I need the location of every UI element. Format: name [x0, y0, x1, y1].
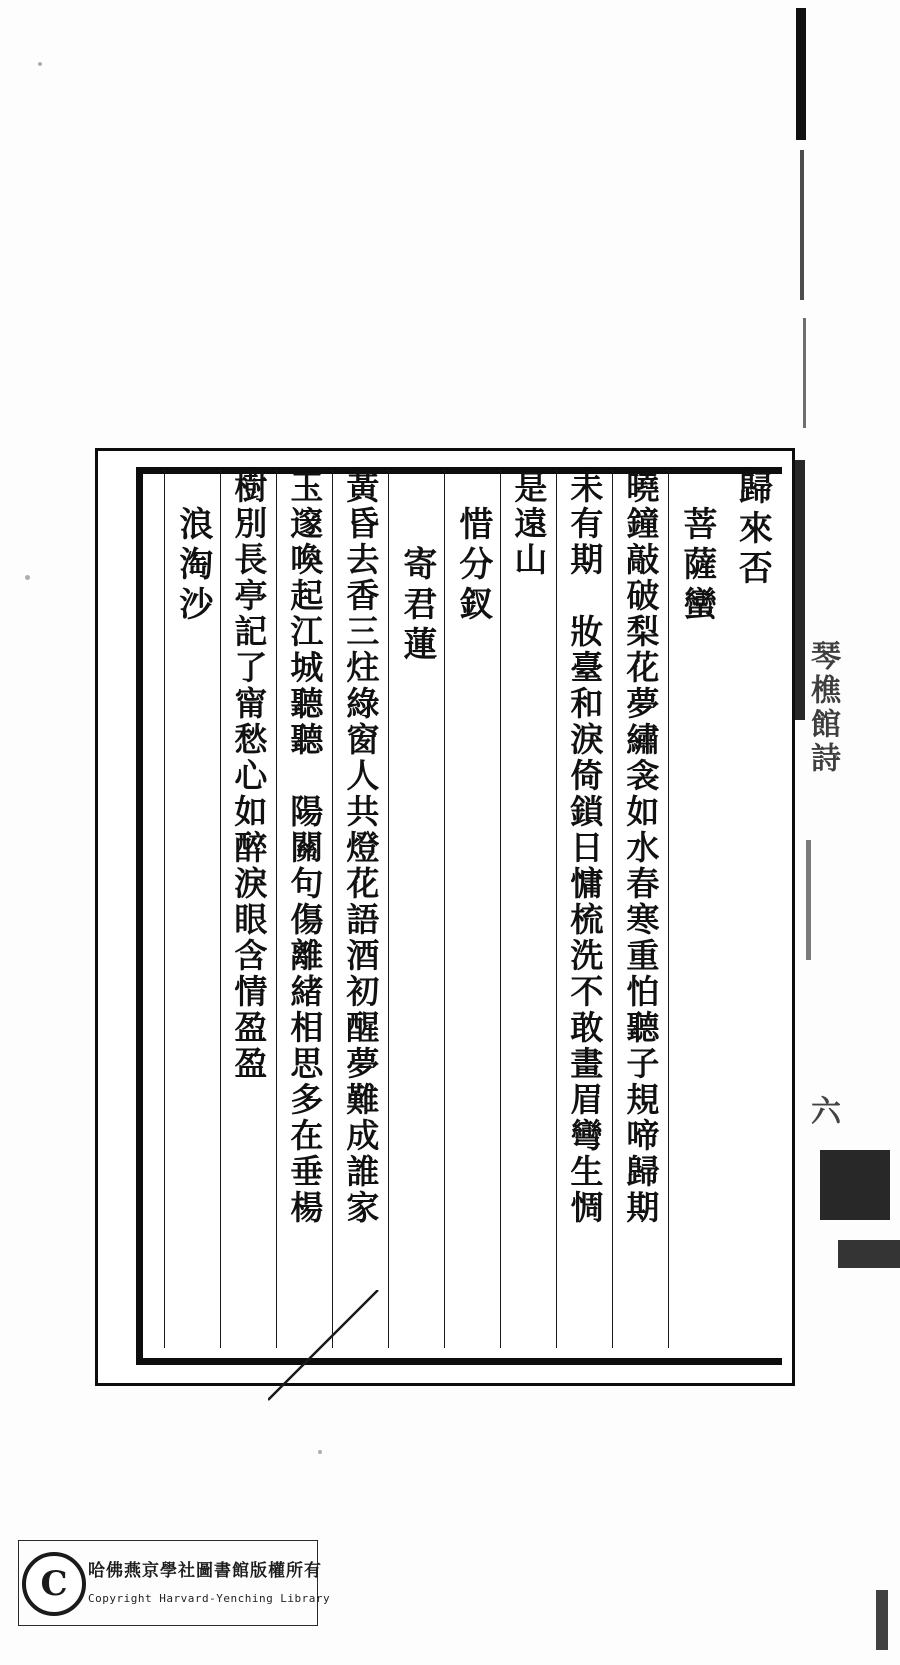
scan-speck: [38, 62, 42, 66]
column-verse-5: [276, 470, 332, 1348]
column-text: 曉鐘敲破梨花夢繡衾如水春寒重怕聽子規啼歸期: [621, 470, 661, 1226]
banxin-title: [800, 640, 850, 880]
library-stamp-chinese: 哈佛燕京學社圖書館版權所有: [88, 1561, 322, 1581]
binding-mark: [820, 1150, 890, 1220]
column-text: 是遠山: [509, 470, 549, 578]
column-text: 黃昏去香三炷綠窗人共燈花語酒初醒夢難成誰家: [341, 470, 381, 1226]
binding-mark: [803, 318, 806, 428]
column-heading-1: [724, 470, 780, 1348]
scan-speck: [25, 575, 30, 580]
column-tune-title-pusaman: [668, 470, 724, 1348]
column-text: 菩薩蠻: [676, 506, 717, 626]
binding-mark: [838, 1240, 900, 1268]
scan-speck: [318, 1450, 322, 1454]
banxin-page-number-text: 六: [805, 1095, 840, 1125]
column-text: 未有期 妝臺和淚倚鎖日慵梳洗不敢畫眉彎生惆: [565, 470, 605, 1226]
column-verse-6: [220, 470, 276, 1348]
copyright-icon: C: [22, 1552, 86, 1616]
column-dedication: [388, 470, 444, 1348]
poem-columns: [140, 470, 780, 1348]
library-stamp-english: Copyright Harvard-Yenching Library: [88, 1592, 331, 1605]
column-text: 惜分釵: [452, 506, 493, 626]
banxin-title-text: 琴樵館詩: [805, 640, 840, 776]
column-verse-1: [612, 470, 668, 1348]
column-text: 樹別長亭記了甯愁心如醉淚眼含情盈盈: [229, 470, 269, 1082]
column-tune-title-langtaosha: [164, 470, 220, 1348]
column-text: 歸來否: [732, 470, 773, 590]
column-verse-3: [500, 470, 556, 1348]
binding-mark: [876, 1590, 888, 1650]
column-text: 浪淘沙: [172, 506, 213, 626]
banxin-page-number: [800, 1095, 848, 1129]
column-verse-4: [332, 470, 388, 1348]
binding-mark: [796, 8, 806, 140]
column-text: 玉邃喚起江城聽聽 陽關句傷離緒相思多在垂楊: [285, 470, 325, 1226]
column-text: 寄君蓮: [396, 546, 437, 666]
column-verse-2: [556, 470, 612, 1348]
column-tune-title-xifenchai: [444, 470, 500, 1348]
binding-mark: [800, 150, 804, 300]
